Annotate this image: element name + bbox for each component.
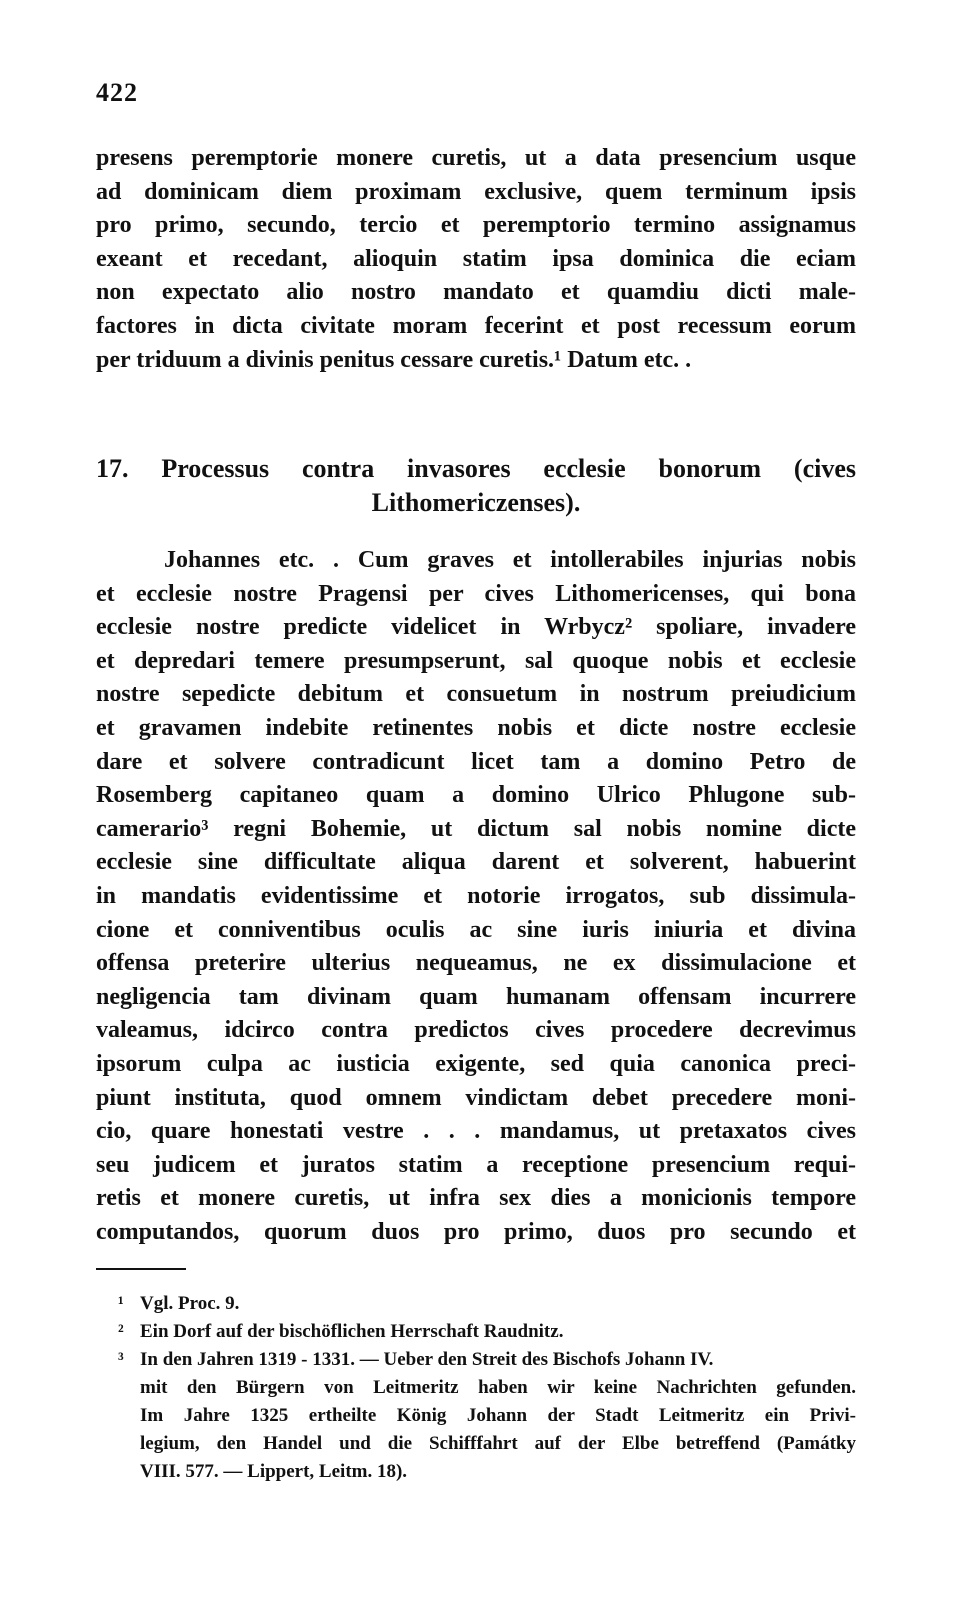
text-line: pro primo, secundo, tercio et peremptorio termino assignamus (96, 212, 856, 239)
footnote-text: VIII. 577. — Lippert, Leitm. 18). (140, 1461, 408, 1482)
text-line: et gravamen indebite retinentes nobis et dicte nostre ecclesie (96, 714, 856, 741)
footnote-text: Vgl. Proc. 9. (140, 1293, 240, 1314)
text-line: seu judicem et juratos statim a receptione presencium requi- (96, 1151, 856, 1178)
text-line: presens peremptorie monere curetis, ut a data presencium usque (96, 145, 856, 171)
text-line: ecclesie nostre predicte videlicet in Wrbycz² spoliare, invadere (96, 614, 856, 641)
text-line: camerario³ regni Bohemie, ut dictum sal nobis nomine dicte (96, 815, 856, 842)
paragraph-2 (96, 544, 856, 1249)
text-line: valeamus, idcirco contra predictos cives procedere decrevimus (96, 1017, 856, 1044)
footnote-text: In den Jahren 1319 - 1331. — Ueber den Streit des Bischofs Johann IV. (140, 1349, 714, 1370)
text-line: cione et conniventibus oculis ac sine iuris iniuria et divina (96, 916, 856, 943)
text-line: in mandatis evidentissime et notorie irrogatos, sub dissimula- (96, 882, 856, 909)
text-line: ad dominicam diem proximam exclusive, quem terminum ipsis (96, 178, 856, 205)
text-line: per triduum a divinis penitus cessare curetis.¹ Datum etc. . (96, 346, 692, 373)
text-line: cio, quare honestati vestre . . . mandamus, ut pretaxatos cives (96, 1118, 856, 1145)
text-line: ipsorum culpa ac iusticia exigente, sed quia canonica preci- (96, 1050, 856, 1077)
text-line: exeant et recedant, alioquin statim ipsa dominica die eciam (96, 245, 856, 272)
footnotes (118, 1290, 856, 1486)
text-line: retis et monere curetis, ut infra sex dies a monicionis tempore (96, 1185, 856, 1212)
footnote-text: mit den Bürgern von Leitmeritz haben wir keine Nachrichten gefunden. (140, 1377, 856, 1398)
text-line: piunt instituta, quod omnem vindictam debet precedere moni- (96, 1084, 856, 1111)
text-line: computandos, quorum duos pro primo, duos pro secundo et (96, 1218, 856, 1245)
footnote-1 (118, 1290, 856, 1318)
paragraph-1 (96, 142, 856, 377)
footnote-divider (96, 1268, 186, 1270)
page-number: 422 (96, 78, 138, 107)
heading-line: 17. Processus contra invasores ecclesie bonorum (cives (96, 454, 856, 483)
section-heading (96, 452, 856, 520)
text-line: et ecclesie nostre Pragensi per cives Lithomericenses, qui bona (96, 580, 856, 607)
footnote-marker: ³ (118, 1349, 124, 1370)
footnote-marker: ² (118, 1321, 124, 1342)
text-line: negligencia tam divinam quam humanam offensam incurrere (96, 983, 856, 1010)
footnote-text: Ein Dorf auf der bischöflichen Herrschaft Raudnitz. (140, 1321, 564, 1342)
footnote-3 (118, 1346, 856, 1374)
text-line: dare et solvere contradicunt licet tam a domino Petro de (96, 748, 856, 775)
footnote-marker: ¹ (118, 1293, 124, 1314)
heading-line: Lithomericzenses). (371, 488, 581, 517)
footnote-2 (118, 1318, 856, 1346)
text-line: offensa preterire ulterius nequeamus, ne ex dissimulacione et (96, 950, 856, 977)
text-line: non expectato alio nostro mandato et quamdiu dicti male- (96, 279, 856, 306)
footnote-text: legium, den Handel und die Schifffahrt auf der Elbe betreffend (Památky (140, 1433, 856, 1454)
text-line: factores in dicta civitate moram fecerint et post recessum eorum (96, 312, 856, 339)
text-line: Johannes etc. . Cum graves et intollerabiles injurias nobis (164, 547, 856, 573)
text-line: ecclesie sine difficultate aliqua darent et solverent, habuerint (96, 849, 856, 876)
text-line: et depredari temere presumpserunt, sal quoque nobis et ecclesie (96, 647, 856, 674)
text-line: nostre sepedicte debitum et consuetum in nostrum preiudicium (96, 681, 856, 708)
text-line: Rosemberg capitaneo quam a domino Ulrico Phlugone sub- (96, 782, 856, 809)
footnote-text: Im Jahre 1325 ertheilte König Johann der Stadt Leitmeritz ein Privi- (140, 1405, 856, 1426)
